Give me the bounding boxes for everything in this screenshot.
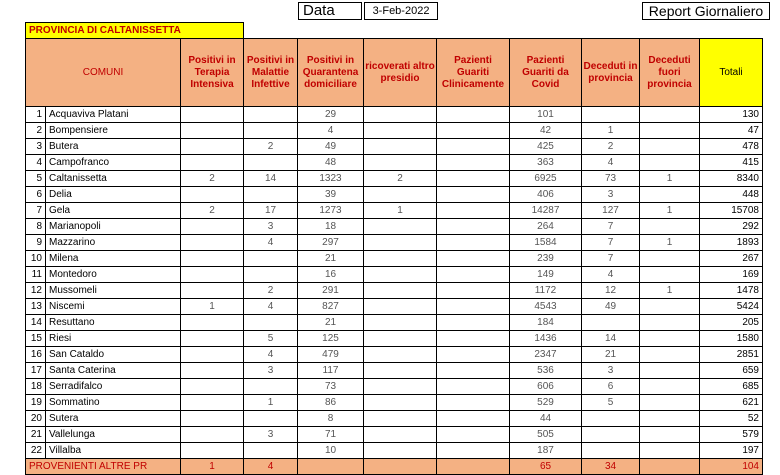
cell-totali: 205 <box>700 315 763 331</box>
cell-deceduti-provincia: 21 <box>582 347 640 363</box>
cell-deceduti-fuori <box>640 155 700 171</box>
cell-totali: 130 <box>700 107 763 123</box>
cell-totali: 685 <box>700 379 763 395</box>
cell-quarantena: 297 <box>298 235 364 251</box>
cell-totali: 448 <box>700 187 763 203</box>
footer-label: PROVENIENTI ALTRE PR <box>26 459 181 475</box>
cell-terapia-intensiva <box>181 139 244 155</box>
table-row <box>26 363 763 379</box>
cell-guariti-clinicamente <box>437 411 510 427</box>
row-number: 21 <box>26 427 46 443</box>
cell-comune: Caltanissetta <box>46 171 181 187</box>
cell-quarantena: 291 <box>298 283 364 299</box>
cell-ricoverati <box>364 395 437 411</box>
col-header-deceduti-provincia: Deceduti in provincia <box>582 39 640 107</box>
row-number: 18 <box>26 379 46 395</box>
cell-quarantena: 73 <box>298 379 364 395</box>
cell-comune: San Cataldo <box>46 347 181 363</box>
cell-malattie-infettive <box>244 107 298 123</box>
cell-guariti-covid: 1172 <box>510 283 582 299</box>
table-row <box>26 123 763 139</box>
cell-guariti-clinicamente <box>437 107 510 123</box>
report-title: Report Giornaliero <box>642 2 770 20</box>
cell-guariti-covid: 187 <box>510 443 582 459</box>
col-header-terapia-intensiva: Positivi in Terapia Intensiva <box>181 39 244 107</box>
cell-ricoverati <box>364 363 437 379</box>
cell-quarantena: 21 <box>298 251 364 267</box>
row-number: 15 <box>26 331 46 347</box>
row-number: 5 <box>26 171 46 187</box>
cell-ricoverati <box>364 139 437 155</box>
cell-terapia-intensiva <box>181 395 244 411</box>
cell-terapia-intensiva <box>181 379 244 395</box>
cell-deceduti-fuori <box>640 427 700 443</box>
cell-ricoverati <box>364 331 437 347</box>
cell-guariti-covid: 14287 <box>510 203 582 219</box>
cell-comune: Montedoro <box>46 267 181 283</box>
cell-malattie-infettive: 1 <box>244 395 298 411</box>
cell-ricoverati <box>364 283 437 299</box>
cell-quarantena: 49 <box>298 139 364 155</box>
row-number: 8 <box>26 219 46 235</box>
cell-guariti-covid: 425 <box>510 139 582 155</box>
cell-guariti-clinicamente <box>437 203 510 219</box>
cell-guariti-covid: 184 <box>510 315 582 331</box>
cell-comune: Bompensiere <box>46 123 181 139</box>
footer-row <box>26 459 763 475</box>
cell-guariti-clinicamente <box>437 395 510 411</box>
cell-deceduti-provincia: 2 <box>582 139 640 155</box>
cell-deceduti-provincia <box>582 427 640 443</box>
cell-guariti-clinicamente <box>437 187 510 203</box>
cell-comune: Mussomeli <box>46 283 181 299</box>
cell-deceduti-provincia: 49 <box>582 299 640 315</box>
cell-terapia-intensiva: 2 <box>181 171 244 187</box>
table-row <box>26 235 763 251</box>
cell-deceduti-fuori <box>640 315 700 331</box>
cell-guariti-clinicamente <box>437 171 510 187</box>
cell-guariti-clinicamente <box>437 443 510 459</box>
cell-deceduti-provincia: 73 <box>582 171 640 187</box>
row-number: 22 <box>26 443 46 459</box>
cell-totali: 579 <box>700 427 763 443</box>
cell-comune: Acquaviva Platani <box>46 107 181 123</box>
col-header-guariti-clinicamente: Pazienti Guariti Clinicamente <box>437 39 510 107</box>
cell-quarantena: 827 <box>298 299 364 315</box>
cell-terapia-intensiva <box>181 267 244 283</box>
cell-ricoverati <box>364 155 437 171</box>
cell-guariti-covid: 2347 <box>510 347 582 363</box>
cell-deceduti-provincia: 3 <box>582 363 640 379</box>
cell-guariti-clinicamente <box>437 235 510 251</box>
cell-deceduti-fuori <box>640 347 700 363</box>
cell-quarantena: 1273 <box>298 203 364 219</box>
cell-guariti-clinicamente <box>437 379 510 395</box>
cell-comune: Serradifalco <box>46 379 181 395</box>
cell-ricoverati <box>364 315 437 331</box>
cell-guariti-covid: 239 <box>510 251 582 267</box>
cell-malattie-infettive: 4 <box>244 459 298 475</box>
cell-guariti-clinicamente <box>437 315 510 331</box>
cell-malattie-infettive: 4 <box>244 235 298 251</box>
col-header-guariti-covid: Pazienti Guariti da Covid <box>510 39 582 107</box>
cell-totali: 1478 <box>700 283 763 299</box>
cell-guariti-covid: 101 <box>510 107 582 123</box>
col-header-comuni: COMUNI <box>26 39 181 107</box>
province-title: PROVINCIA DI CALTANISSETTA <box>26 23 244 39</box>
cell-quarantena: 86 <box>298 395 364 411</box>
cell-comune: Riesi <box>46 331 181 347</box>
cell-guariti-covid: 363 <box>510 155 582 171</box>
header-row <box>26 39 763 107</box>
row-number: 16 <box>26 347 46 363</box>
row-number: 4 <box>26 155 46 171</box>
cell-deceduti-provincia: 12 <box>582 283 640 299</box>
cell-quarantena: 4 <box>298 123 364 139</box>
cell-comune: Villalba <box>46 443 181 459</box>
cell-deceduti-fuori <box>640 123 700 139</box>
cell-terapia-intensiva <box>181 251 244 267</box>
cell-terapia-intensiva <box>181 363 244 379</box>
table-row <box>26 171 763 187</box>
cell-deceduti-provincia: 6 <box>582 379 640 395</box>
cell-deceduti-provincia: 5 <box>582 395 640 411</box>
cell-terapia-intensiva <box>181 427 244 443</box>
cell-guariti-covid: 6925 <box>510 171 582 187</box>
table-row <box>26 427 763 443</box>
cell-totali: 197 <box>700 443 763 459</box>
cell-quarantena: 39 <box>298 187 364 203</box>
cell-terapia-intensiva <box>181 187 244 203</box>
cell-guariti-clinicamente <box>437 363 510 379</box>
cell-ricoverati <box>364 347 437 363</box>
cell-malattie-infettive: 3 <box>244 219 298 235</box>
cell-totali: 15708 <box>700 203 763 219</box>
row-number: 11 <box>26 267 46 283</box>
table-row <box>26 347 763 363</box>
cell-deceduti-fuori <box>640 299 700 315</box>
col-header-deceduti-fuori: Deceduti fuori provincia <box>640 39 700 107</box>
row-number: 2 <box>26 123 46 139</box>
cell-guariti-covid: 1436 <box>510 331 582 347</box>
cell-deceduti-provincia: 127 <box>582 203 640 219</box>
cell-guariti-clinicamente <box>437 251 510 267</box>
cell-guariti-clinicamente <box>437 155 510 171</box>
cell-totali: 659 <box>700 363 763 379</box>
row-number: 20 <box>26 411 46 427</box>
cell-deceduti-fuori <box>640 187 700 203</box>
cell-guariti-covid: 1584 <box>510 235 582 251</box>
cell-terapia-intensiva: 1 <box>181 299 244 315</box>
cell-deceduti-provincia: 7 <box>582 219 640 235</box>
cell-malattie-infettive: 17 <box>244 203 298 219</box>
cell-comune: Sutera <box>46 411 181 427</box>
table-row <box>26 299 763 315</box>
table-row <box>26 395 763 411</box>
cell-terapia-intensiva <box>181 219 244 235</box>
table-row <box>26 443 763 459</box>
col-header-quarantena: Positivi in Quarantena domiciliare <box>298 39 364 107</box>
table-row <box>26 331 763 347</box>
cell-quarantena: 8 <box>298 411 364 427</box>
cell-deceduti-fuori: 1 <box>640 171 700 187</box>
cell-malattie-infettive <box>244 155 298 171</box>
cell-ricoverati <box>364 235 437 251</box>
cell-ricoverati: 2 <box>364 171 437 187</box>
cell-totali: 267 <box>700 251 763 267</box>
cell-ricoverati: 1 <box>364 203 437 219</box>
row-number: 10 <box>26 251 46 267</box>
row-number: 13 <box>26 299 46 315</box>
cell-deceduti-provincia: 34 <box>582 459 640 475</box>
cell-malattie-infettive <box>244 411 298 427</box>
cell-quarantena: 18 <box>298 219 364 235</box>
col-header-malattie-infettive: Positivi in Malattie Infettive <box>244 39 298 107</box>
report-table <box>25 22 763 475</box>
table-row <box>26 155 763 171</box>
row-number: 6 <box>26 187 46 203</box>
cell-ricoverati <box>364 411 437 427</box>
cell-quarantena: 16 <box>298 267 364 283</box>
cell-guariti-clinicamente <box>437 299 510 315</box>
cell-deceduti-fuori <box>640 379 700 395</box>
cell-terapia-intensiva: 1 <box>181 459 244 475</box>
table-row <box>26 251 763 267</box>
cell-terapia-intensiva <box>181 443 244 459</box>
cell-deceduti-fuori <box>640 331 700 347</box>
cell-malattie-infettive: 3 <box>244 427 298 443</box>
cell-comune: Vallelunga <box>46 427 181 443</box>
cell-deceduti-provincia <box>582 107 640 123</box>
cell-deceduti-fuori <box>640 363 700 379</box>
cell-ricoverati <box>364 427 437 443</box>
cell-quarantena <box>298 459 364 475</box>
cell-guariti-covid: 44 <box>510 411 582 427</box>
row-number: 3 <box>26 139 46 155</box>
report-date: 3-Feb-2022 <box>364 2 438 20</box>
cell-comune: Santa Caterina <box>46 363 181 379</box>
table-row <box>26 315 763 331</box>
cell-terapia-intensiva <box>181 235 244 251</box>
cell-totali: 104 <box>700 459 763 475</box>
table-row <box>26 107 763 123</box>
table-row <box>26 267 763 283</box>
cell-comune: Milena <box>46 251 181 267</box>
cell-guariti-covid: 65 <box>510 459 582 475</box>
row-number: 19 <box>26 395 46 411</box>
row-number: 7 <box>26 203 46 219</box>
cell-comune: Delia <box>46 187 181 203</box>
cell-quarantena: 117 <box>298 363 364 379</box>
cell-deceduti-fuori <box>640 411 700 427</box>
cell-totali: 8340 <box>700 171 763 187</box>
cell-deceduti-provincia: 3 <box>582 187 640 203</box>
cell-deceduti-provincia: 7 <box>582 235 640 251</box>
row-number: 17 <box>26 363 46 379</box>
cell-ricoverati <box>364 219 437 235</box>
col-header-ricoverati: ricoverati altro presidio <box>364 39 437 107</box>
cell-comune: Gela <box>46 203 181 219</box>
cell-totali: 292 <box>700 219 763 235</box>
cell-guariti-covid: 505 <box>510 427 582 443</box>
table-row <box>26 283 763 299</box>
cell-guariti-covid: 406 <box>510 187 582 203</box>
cell-ricoverati <box>364 459 437 475</box>
cell-guariti-covid: 264 <box>510 219 582 235</box>
cell-deceduti-provincia: 7 <box>582 251 640 267</box>
cell-comune: Resuttano <box>46 315 181 331</box>
cell-totali: 47 <box>700 123 763 139</box>
row-number: 14 <box>26 315 46 331</box>
cell-terapia-intensiva: 2 <box>181 203 244 219</box>
cell-terapia-intensiva <box>181 411 244 427</box>
table-row <box>26 219 763 235</box>
cell-comune: Sommatino <box>46 395 181 411</box>
cell-terapia-intensiva <box>181 107 244 123</box>
cell-malattie-infettive: 4 <box>244 347 298 363</box>
cell-ricoverati <box>364 267 437 283</box>
cell-guariti-covid: 42 <box>510 123 582 139</box>
cell-guariti-covid: 149 <box>510 267 582 283</box>
cell-deceduti-fuori <box>640 395 700 411</box>
cell-guariti-clinicamente <box>437 347 510 363</box>
cell-guariti-covid: 536 <box>510 363 582 379</box>
data-label: Data <box>298 2 362 20</box>
cell-totali: 1893 <box>700 235 763 251</box>
cell-quarantena: 479 <box>298 347 364 363</box>
cell-ricoverati <box>364 107 437 123</box>
cell-ricoverati <box>364 251 437 267</box>
cell-ricoverati <box>364 443 437 459</box>
table-row <box>26 203 763 219</box>
cell-guariti-clinicamente <box>437 139 510 155</box>
cell-malattie-infettive <box>244 379 298 395</box>
cell-totali: 169 <box>700 267 763 283</box>
cell-malattie-infettive <box>244 251 298 267</box>
cell-guariti-clinicamente <box>437 459 510 475</box>
cell-ricoverati <box>364 299 437 315</box>
cell-malattie-infettive: 5 <box>244 331 298 347</box>
cell-guariti-clinicamente <box>437 283 510 299</box>
row-number: 1 <box>26 107 46 123</box>
cell-totali: 5424 <box>700 299 763 315</box>
cell-guariti-covid: 4543 <box>510 299 582 315</box>
cell-guariti-clinicamente <box>437 219 510 235</box>
cell-guariti-clinicamente <box>437 331 510 347</box>
cell-quarantena: 10 <box>298 443 364 459</box>
cell-deceduti-fuori <box>640 107 700 123</box>
cell-deceduti-provincia <box>582 315 640 331</box>
cell-malattie-infettive: 14 <box>244 171 298 187</box>
cell-deceduti-fuori <box>640 139 700 155</box>
table-row <box>26 139 763 155</box>
cell-deceduti-provincia <box>582 443 640 459</box>
cell-comune: Niscemi <box>46 299 181 315</box>
cell-ricoverati <box>364 123 437 139</box>
cell-totali: 621 <box>700 395 763 411</box>
cell-guariti-clinicamente <box>437 267 510 283</box>
cell-terapia-intensiva <box>181 347 244 363</box>
cell-guariti-clinicamente <box>437 427 510 443</box>
cell-malattie-infettive <box>244 267 298 283</box>
cell-malattie-infettive <box>244 315 298 331</box>
cell-terapia-intensiva <box>181 331 244 347</box>
row-number: 12 <box>26 283 46 299</box>
cell-quarantena: 48 <box>298 155 364 171</box>
cell-deceduti-provincia: 14 <box>582 331 640 347</box>
cell-totali: 2851 <box>700 347 763 363</box>
cell-totali: 415 <box>700 155 763 171</box>
cell-guariti-clinicamente <box>437 123 510 139</box>
cell-deceduti-fuori <box>640 459 700 475</box>
cell-malattie-infettive: 2 <box>244 139 298 155</box>
cell-deceduti-fuori: 1 <box>640 203 700 219</box>
cell-ricoverati <box>364 187 437 203</box>
cell-terapia-intensiva <box>181 155 244 171</box>
cell-quarantena: 1323 <box>298 171 364 187</box>
cell-totali: 1580 <box>700 331 763 347</box>
cell-totali: 52 <box>700 411 763 427</box>
cell-guariti-covid: 606 <box>510 379 582 395</box>
cell-comune: Mazzarino <box>46 235 181 251</box>
cell-quarantena: 29 <box>298 107 364 123</box>
cell-deceduti-provincia: 1 <box>582 123 640 139</box>
cell-malattie-infettive: 4 <box>244 299 298 315</box>
cell-deceduti-fuori <box>640 251 700 267</box>
cell-terapia-intensiva <box>181 283 244 299</box>
cell-malattie-infettive <box>244 123 298 139</box>
table-row <box>26 187 763 203</box>
cell-deceduti-provincia <box>582 411 640 427</box>
cell-deceduti-provincia: 4 <box>582 267 640 283</box>
table-row <box>26 379 763 395</box>
cell-deceduti-provincia: 4 <box>582 155 640 171</box>
cell-deceduti-fuori <box>640 443 700 459</box>
table-row <box>26 411 763 427</box>
cell-comune: Marianopoli <box>46 219 181 235</box>
cell-malattie-infettive: 2 <box>244 283 298 299</box>
col-header-totali: Totali <box>700 39 763 107</box>
cell-malattie-infettive <box>244 187 298 203</box>
cell-quarantena: 71 <box>298 427 364 443</box>
cell-terapia-intensiva <box>181 123 244 139</box>
cell-terapia-intensiva <box>181 315 244 331</box>
cell-comune: Butera <box>46 139 181 155</box>
cell-quarantena: 125 <box>298 331 364 347</box>
cell-totali: 478 <box>700 139 763 155</box>
cell-quarantena: 21 <box>298 315 364 331</box>
cell-malattie-infettive <box>244 443 298 459</box>
cell-guariti-covid: 529 <box>510 395 582 411</box>
cell-malattie-infettive: 3 <box>244 363 298 379</box>
cell-deceduti-fuori: 1 <box>640 235 700 251</box>
cell-deceduti-fuori <box>640 219 700 235</box>
cell-deceduti-fuori: 1 <box>640 283 700 299</box>
cell-comune: Campofranco <box>46 155 181 171</box>
row-number: 9 <box>26 235 46 251</box>
cell-ricoverati <box>364 379 437 395</box>
cell-deceduti-fuori <box>640 267 700 283</box>
